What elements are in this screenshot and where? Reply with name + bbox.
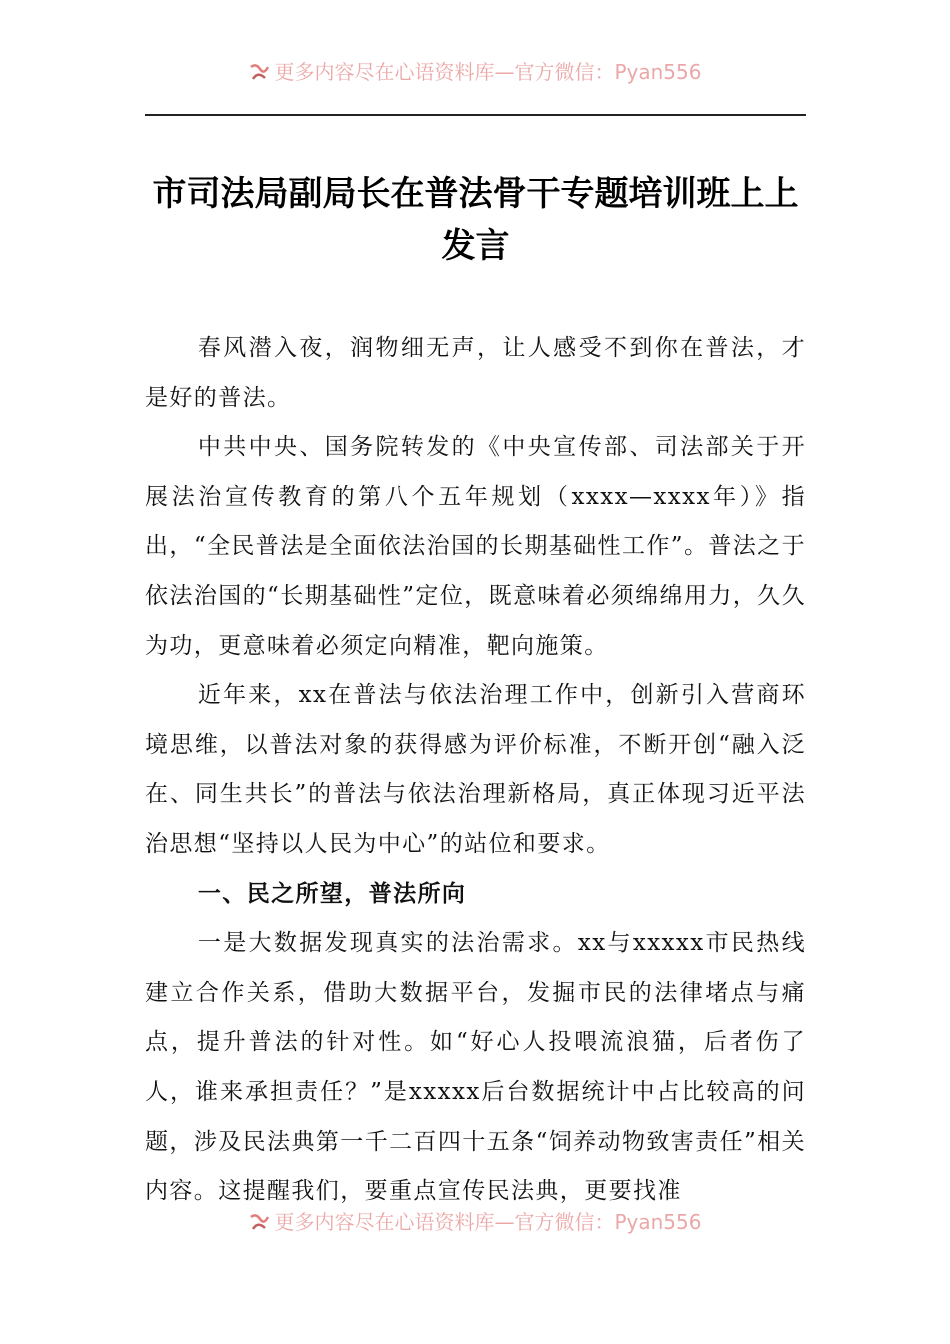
document-body <box>145 324 806 1217</box>
watermark-footer <box>0 1206 950 1236</box>
logo-icon <box>248 61 270 83</box>
document-title: 市司法局副局长在普法骨干专题培训班上上发言 <box>152 174 799 266</box>
paragraph: 一是大数据发现真实的法治需求。xx与xxxxx市民热线建立合作关系，借助大数据平台，发掘市民的法律堵点与痛点，提升普法的针对性。如“好心人投喂流浪猫，后者伤了人，谁来承担责任？”是xxxxx后台数据统计中占比较高的问题，涉及民法典第一千二百四十五条“饲养动物致害责任”相关内容。这提醒我们，要重点宣传民法典，更要找准 <box>145 930 806 1205</box>
logo-icon <box>248 1211 270 1233</box>
paragraph: 中共中央、国务院转发的《中央宣传部、司法部关于开展法治宣传教育的第八个五年规划（xxxx—xxxx年）》指出，“全民普法是全面依法治国的长期基础性工作”。普法之于依法治国的“长期基础性”定位，既意味着必须绵绵用力，久久为功，更意味着必须定向精准，靶向施策。 <box>145 434 806 659</box>
paragraph: 春风潜入夜，润物细无声，让人感受不到你在普法，才是好的普法。 <box>145 335 806 411</box>
watermark-text: 更多内容尽在心语资料库—官方微信：Pyan556 <box>274 60 702 84</box>
watermark-text: 更多内容尽在心语资料库—官方微信：Pyan556 <box>274 1210 702 1234</box>
paragraph: 近年来，xx在普法与依法治理工作中，创新引入营商环境思维，以普法对象的获得感为评价标准，不断开创“融入泛在、同生共长”的普法与依法治理新格局，真正体现习近平法治思想“坚持以人民为中心”的站位和要求。 <box>145 682 806 857</box>
header-divider <box>145 114 806 116</box>
section-heading: 一、民之所望，普法所向 <box>197 880 467 907</box>
watermark-header <box>0 56 950 86</box>
